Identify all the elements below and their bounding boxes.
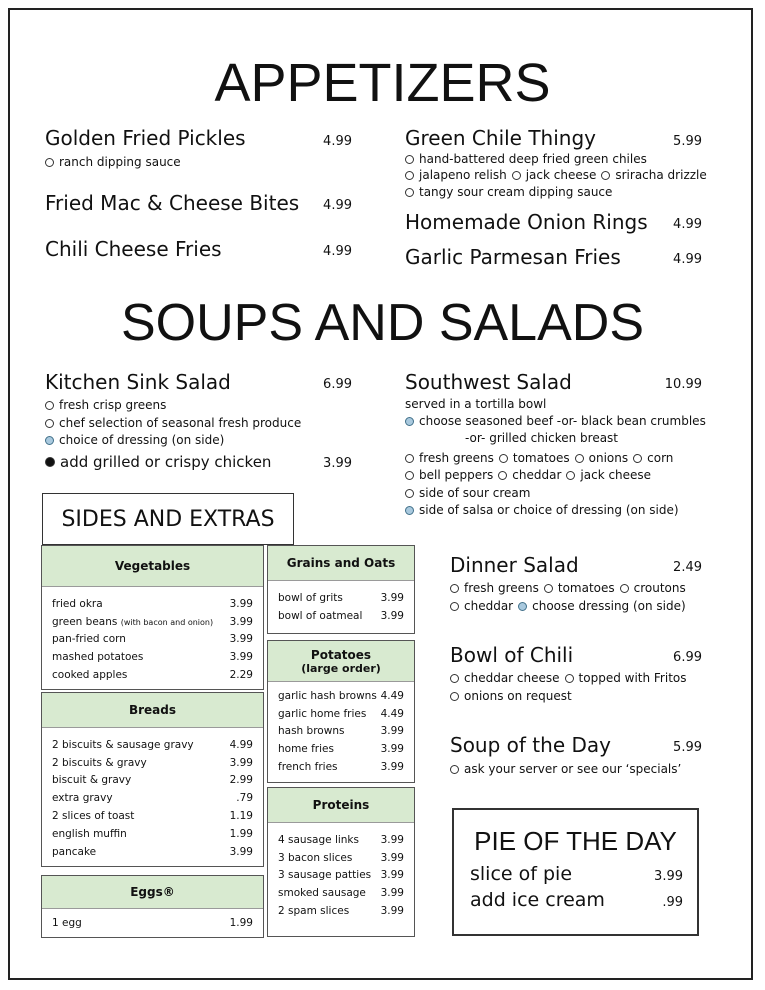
grains-box	[267, 545, 415, 634]
item-note: jalapeno relish jack cheese sriracha drizzle	[405, 168, 707, 182]
side-row: home fries 3.99	[278, 743, 404, 756]
sides-heading: SIDES AND EXTRAS	[42, 493, 294, 545]
grains-title: Grains and Oats	[268, 546, 414, 581]
soups-salads-heading: SOUPS AND SALADS	[120, 294, 645, 352]
item-price: 2.49	[673, 560, 702, 575]
bullet-icon	[601, 171, 610, 180]
side-row: 2 slices of toast 1.19	[52, 810, 253, 823]
side-row: green beans (with bacon and onion) 3.99	[52, 615, 253, 628]
side-row: pancake 3.99	[52, 845, 253, 858]
pie-row: add ice cream .99	[470, 889, 683, 911]
item-note: fresh greens tomatoes onions corn	[405, 451, 673, 465]
item-name: Kitchen Sink Salad	[45, 370, 231, 394]
side-row: 1 egg 1.99	[52, 916, 253, 929]
item-note: fresh crisp greens	[45, 398, 166, 412]
bullet-icon	[498, 471, 507, 480]
item-price: 6.99	[673, 650, 702, 665]
item-price: 4.99	[323, 244, 352, 259]
item-price: 4.99	[673, 252, 702, 267]
bullet-icon	[575, 454, 584, 463]
side-row: 2 biscuits & sausage gravy 4.99	[52, 738, 253, 751]
item-name: Garlic Parmesan Fries	[405, 245, 621, 269]
item-note: -or- grilled chicken breast	[465, 431, 619, 445]
breads-box	[41, 692, 264, 867]
item-subtitle: served in a tortilla bowl	[405, 397, 547, 411]
pie-row: slice of pie 3.99	[470, 863, 683, 885]
bullet-icon	[499, 454, 508, 463]
item-price: 5.99	[673, 740, 702, 755]
item-note: bell peppers cheddar jack cheese	[405, 468, 651, 482]
side-row: 2 spam slices 3.99	[278, 905, 404, 918]
side-row: 2 biscuits & gravy 3.99	[52, 756, 253, 769]
proteins-box	[267, 787, 415, 937]
bullet-icon	[405, 188, 414, 197]
eggs-title: Eggs®	[42, 876, 263, 909]
item-name: Homemade Onion Rings	[405, 210, 648, 234]
item-note: hand-battered deep fried green chiles	[405, 152, 647, 166]
item-note: choice of dressing (on side)	[45, 433, 224, 447]
side-row: bowl of oatmeal 3.99	[278, 609, 404, 622]
side-row: cooked apples 2.29	[52, 669, 253, 682]
side-row: french fries 3.99	[278, 761, 404, 774]
side-row: bowl of grits 3.99	[278, 591, 404, 604]
item-note: ask your server or see our ‘specials’	[450, 762, 681, 776]
item-price: 6.99	[323, 377, 352, 392]
item-note: tangy sour cream dipping sauce	[405, 185, 612, 199]
pie-title: PIE OF THE DAY	[474, 826, 677, 856]
choice-bullet-icon	[518, 602, 527, 611]
bullet-icon	[450, 674, 459, 683]
choice-bullet-icon	[405, 506, 414, 515]
item-price: 4.99	[323, 198, 352, 213]
bullet-icon	[45, 419, 54, 428]
filled-bullet-icon	[45, 457, 55, 467]
item-note: ranch dipping sauce	[45, 155, 181, 169]
bullet-icon	[544, 584, 553, 593]
bullet-icon	[405, 489, 414, 498]
item-name: Bowl of Chili	[450, 643, 574, 667]
side-row: biscuit & gravy 2.99	[52, 774, 253, 787]
addon-price: 3.99	[323, 456, 352, 471]
side-row: pan-fried corn 3.99	[52, 633, 253, 646]
side-row: smoked sausage 3.99	[278, 887, 404, 900]
bullet-icon	[620, 584, 629, 593]
choice-bullet-icon	[405, 417, 414, 426]
item-name: Dinner Salad	[450, 553, 579, 577]
item-note: choose seasoned beef -or- black bean crumbles	[405, 414, 706, 428]
vegetables-title: Vegetables	[42, 546, 263, 587]
item-note: cheddar choose dressing (on side)	[450, 599, 686, 613]
bullet-icon	[450, 692, 459, 701]
side-row: english muffin 1.99	[52, 827, 253, 840]
pie-box	[452, 808, 699, 936]
bullet-icon	[405, 454, 414, 463]
side-row: garlic home fries 4.49	[278, 707, 404, 720]
item-name: Soup of the Day	[450, 733, 611, 757]
choice-bullet-icon	[45, 436, 54, 445]
item-price: 4.99	[673, 217, 702, 232]
item-name: Golden Fried Pickles	[45, 126, 246, 150]
item-price: 4.99	[323, 134, 352, 149]
side-row: extra gravy .79	[52, 792, 253, 805]
item-note: side of sour cream	[405, 486, 530, 500]
bullet-icon	[565, 674, 574, 683]
item-name: Southwest Salad	[405, 370, 572, 394]
proteins-title: Proteins	[268, 788, 414, 823]
potatoes-title: Potatoes (large order)	[268, 641, 414, 682]
item-name: Chili Cheese Fries	[45, 237, 222, 261]
side-row: 3 sausage patties 3.99	[278, 869, 404, 882]
side-row: 4 sausage links 3.99	[278, 833, 404, 846]
bullet-icon	[450, 765, 459, 774]
bullet-icon	[45, 158, 54, 167]
item-note: fresh greens tomatoes croutons	[450, 581, 686, 595]
eggs-box	[41, 875, 264, 938]
item-note: onions on request	[450, 689, 572, 703]
item-note: cheddar cheese topped with Fritos	[450, 671, 687, 685]
item-note: side of salsa or choice of dressing (on side)	[405, 503, 679, 517]
item-price: 5.99	[673, 134, 702, 149]
item-name: Fried Mac & Cheese Bites	[45, 191, 300, 215]
bullet-icon	[405, 171, 414, 180]
bullet-icon	[633, 454, 642, 463]
breads-title: Breads	[42, 693, 263, 728]
side-row: hash browns 3.99	[278, 725, 404, 738]
bullet-icon	[566, 471, 575, 480]
bullet-icon	[512, 171, 521, 180]
item-addon: add grilled or crispy chicken	[45, 453, 271, 471]
bullet-icon	[450, 584, 459, 593]
bullet-icon	[45, 401, 54, 410]
appetizers-heading: APPETIZERS	[214, 53, 551, 113]
side-row: 3 bacon slices 3.99	[278, 851, 404, 864]
side-row: fried okra 3.99	[52, 597, 253, 610]
vegetables-box	[41, 545, 264, 690]
item-price: 10.99	[664, 377, 702, 392]
bullet-icon	[450, 602, 459, 611]
bullet-icon	[405, 155, 414, 164]
potatoes-box	[267, 640, 415, 783]
side-row: mashed potatoes 3.99	[52, 651, 253, 664]
side-row: garlic hash browns 4.49	[278, 689, 404, 702]
item-name: Green Chile Thingy	[405, 126, 596, 150]
bullet-icon	[405, 471, 414, 480]
item-note: chef selection of seasonal fresh produce	[45, 416, 301, 430]
